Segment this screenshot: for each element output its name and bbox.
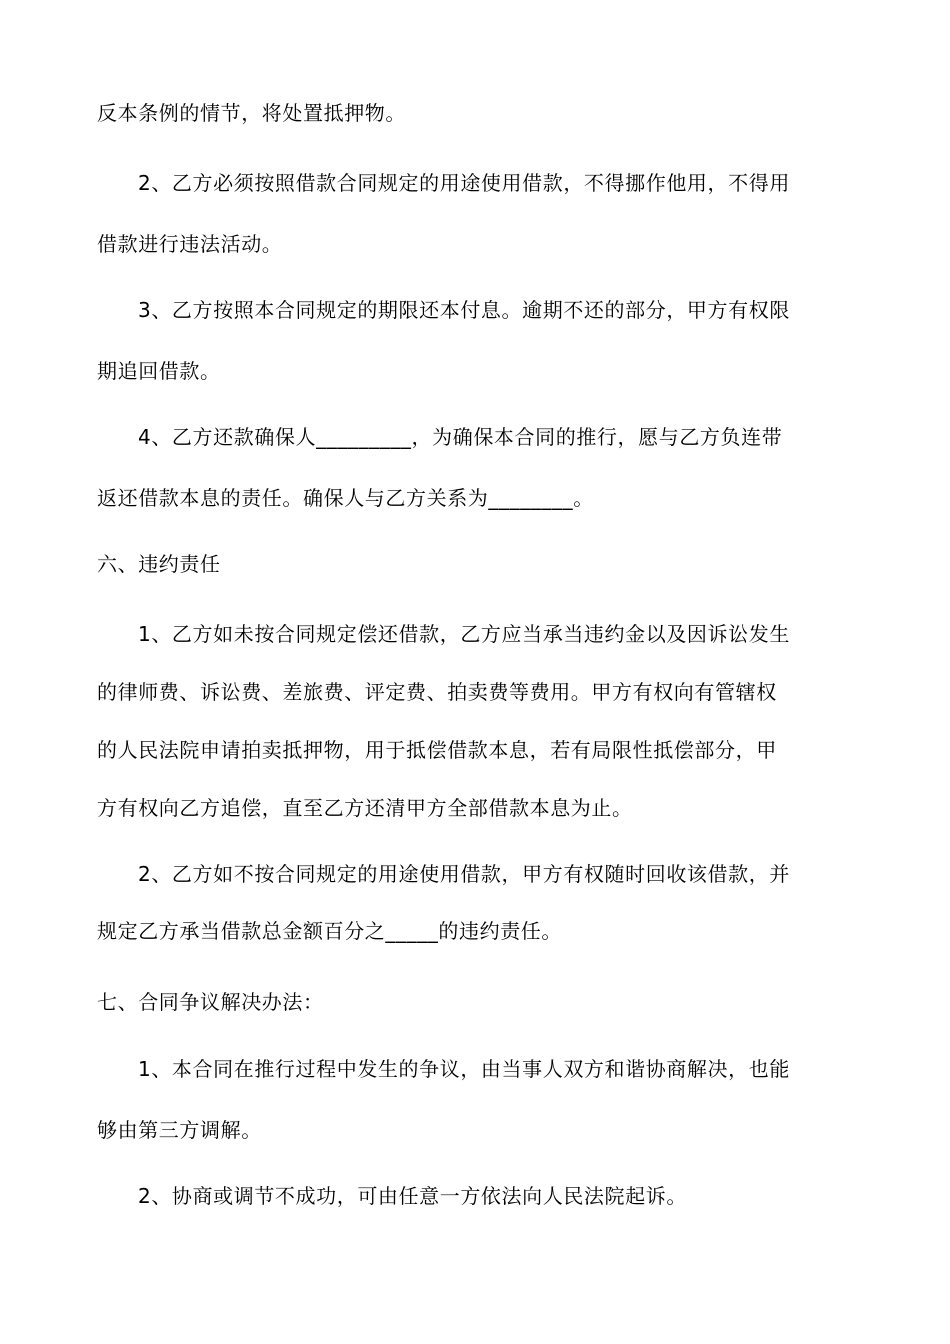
text-line: 够由第三方调解。 bbox=[97, 1118, 262, 1142]
text-line: 4、乙方还款确保人_________，为确保本合同的推行，愿与乙方负连带 bbox=[138, 425, 783, 449]
text-line: 期追回借款。 bbox=[97, 359, 221, 383]
text-line: 1、乙方如未按合同规定偿还借款，乙方应当承当违约金以及因诉讼发生 bbox=[138, 622, 790, 646]
text-line: 2、乙方如不按合同规定的用途使用借款，甲方有权随时回收该借款，并 bbox=[138, 862, 790, 886]
text-line: 3、乙方按照本合同规定的期限还本付息。逾期不还的部分，甲方有权限 bbox=[138, 298, 790, 322]
text-line: 规定乙方承当借款总金额百分之_____的违约责任。 bbox=[97, 919, 562, 943]
text-line: 反本条例的情节，将处置抵押物。 bbox=[97, 101, 406, 125]
text-line: 1、本合同在推行过程中发生的争议，由当事人双方和谐协商解决，也能 bbox=[138, 1057, 790, 1081]
section-heading: 七、合同争议解决办法： bbox=[97, 990, 324, 1014]
text-line: 2、协商或调节不成功，可由任意一方依法向人民法院起诉。 bbox=[138, 1184, 687, 1208]
text-line: 返还借款本息的责任。确保人与乙方关系为________。 bbox=[97, 486, 594, 510]
section-heading: 六、违约责任 bbox=[97, 552, 221, 576]
text-line: 借款进行违法活动。 bbox=[97, 232, 283, 256]
text-line: 方有权向乙方追偿，直至乙方还清甲方全部借款本息为止。 bbox=[97, 796, 633, 820]
text-line: 的律师费、诉讼费、差旅费、评定费、拍卖费等费用。甲方有权向有管辖权 bbox=[97, 680, 777, 704]
text-line: 的人民法院申请拍卖抵押物，用于抵偿借款本息，若有局限性抵偿部分，甲 bbox=[97, 738, 777, 762]
text-line: 2、乙方必须按照借款合同规定的用途使用借款，不得挪作他用，不得用 bbox=[138, 171, 790, 195]
